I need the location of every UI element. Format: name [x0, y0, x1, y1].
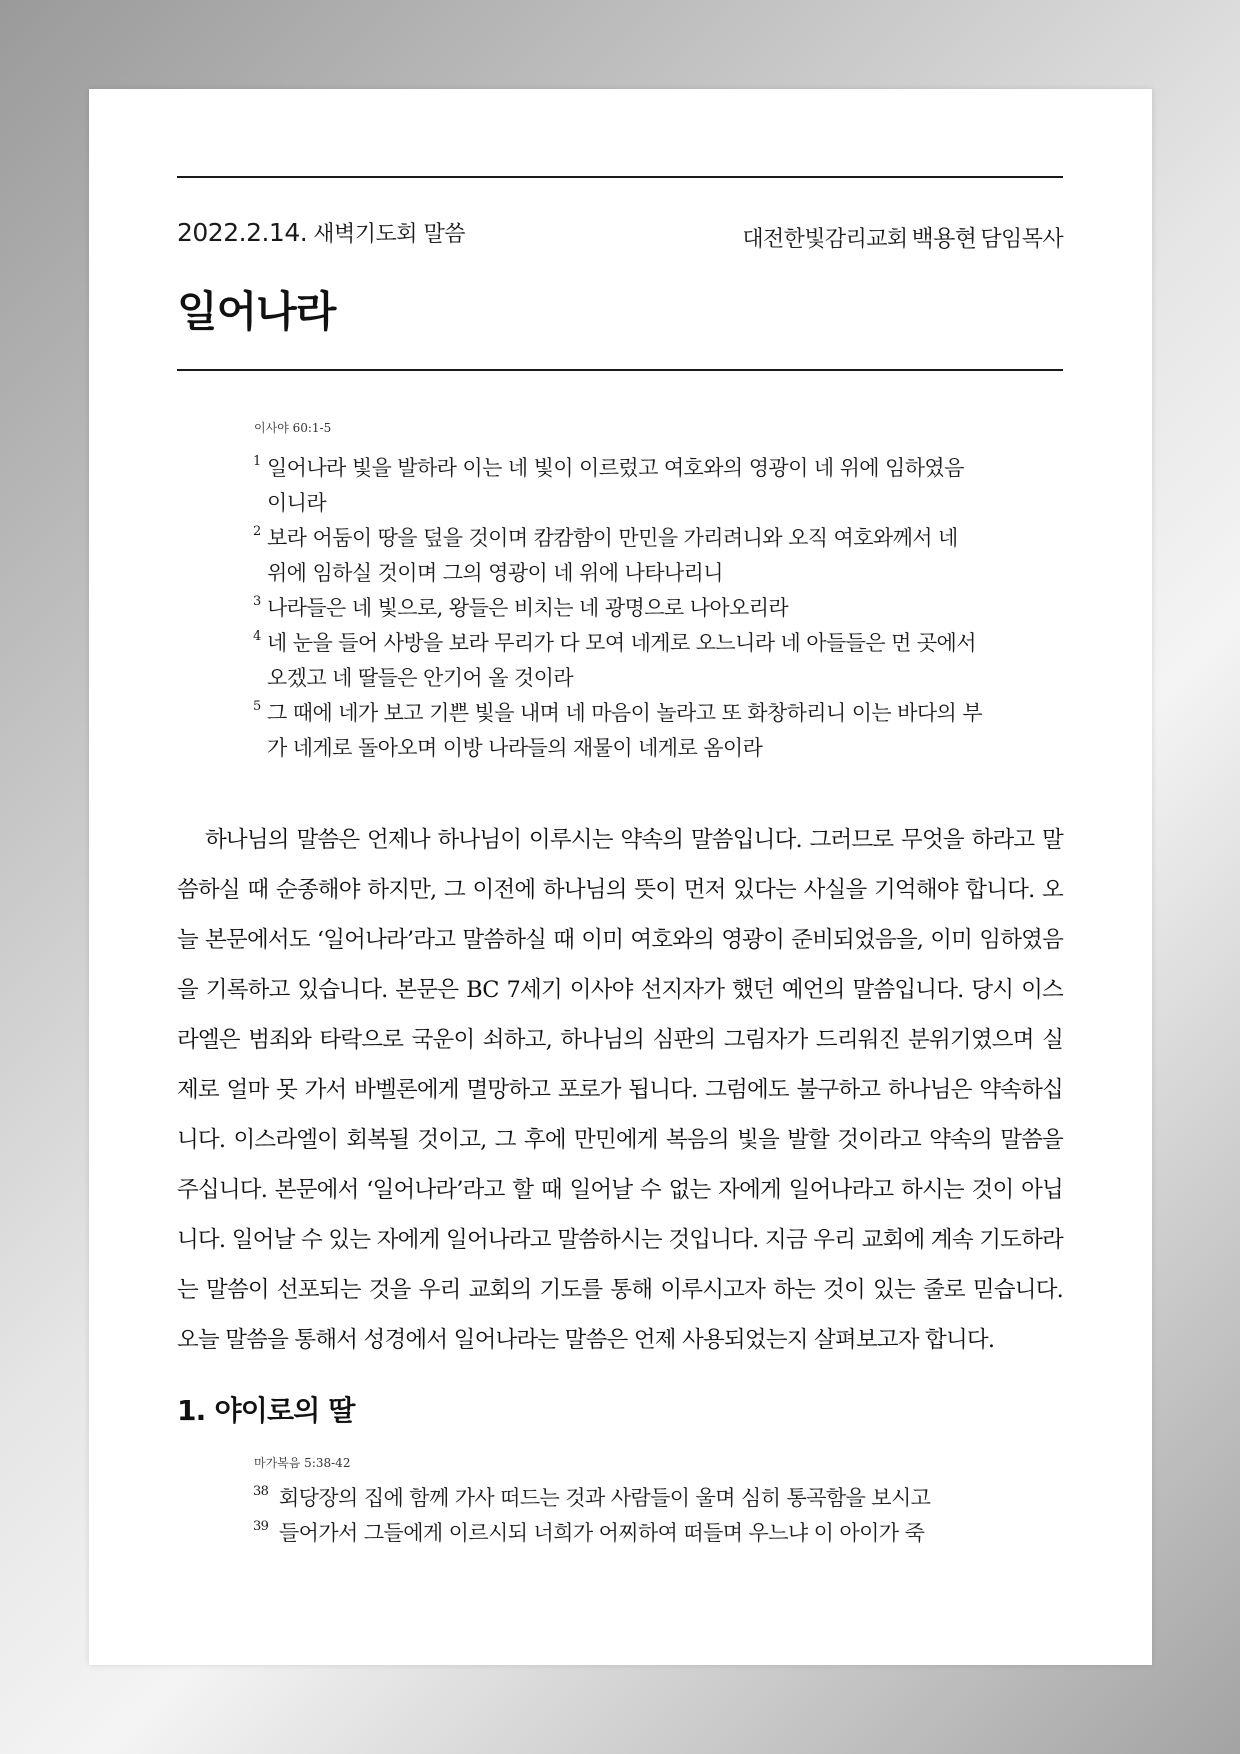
church-name: 대전한빛감리교회 — [742, 227, 908, 252]
verse-number: 39 — [253, 1519, 269, 1534]
verse-number: 4 — [253, 629, 261, 644]
verse-text: 나라들은 네 빛으로, 왕들은 비치는 네 광명으로 나아오리라 — [267, 596, 789, 620]
pastor-title: 담임목사 — [980, 227, 1063, 252]
verse — [253, 451, 983, 521]
verse-number: 2 — [253, 524, 261, 539]
verse-number: 1 — [253, 454, 261, 469]
verse-number: 3 — [253, 594, 261, 609]
verse — [253, 696, 983, 766]
verse-text: 들어가서 그들에게 이르시되 너희가 어찌하여 떠들며 우느냐 이 아이가 죽 — [279, 1521, 925, 1545]
document-page — [89, 89, 1152, 1665]
verse-text: 그 때에 네가 보고 기쁜 빛을 내며 네 마음이 놀라고 또 화창하리니 이는 바다의 부가 네게로 돌아오며 이방 나라들의 재물이 네게로 옴이라 — [267, 701, 983, 760]
verse — [253, 591, 983, 626]
verse — [253, 1516, 983, 1551]
sermon-body-paragraph: 하나님의 말씀은 언제나 하나님이 이루시는 약속의 말씀입니다. 그러므로 무엇을 하라고 말씀하실 때 순종해야 하지만, 그 이전에 하나님의 뜻이 먼저 있다는 사실을 기억해야 합니다. 오늘 본문에서도 ‘일어나라’라고 말씀하실 때 이미 여호와의 영광이 준비되었음을, 이미 임하였음을 기록하고 있습니다. 본문은 BC 7세기 이사야 선지자가 했던 예언의 말씀입니다. 당시 이스라엘은 범죄와 타락으로 국운이 쇠하고, 하나님의 심판의 그림자가 드리워진 분위기였으며 실제로 얼마 못 가서 바벨론에게 멸망하고 포로가 됩니다. 그럼에도 불구하고 하나님은 약속하십니다. 이스라엘이 회복될 것이고, 그 후에 만민에게 복음의 빛을 발할 것이라고 약속의 말씀을 주십니다. 본문에서 ‘일어나라’라고 할 때 일어날 수 없는 자에게 일어나라고 하시는 것이 아닙니다. 일어날 수 있는 자에게 일어나라고 말씀하시는 것입니다. 지금 우리 교회에 계속 기도하라는 말씀이 선포되는 것을 우리 교회의 기도를 통해 이루시고자 하는 것이 있는 줄로 믿습니다. 오늘 말씀을 통해서 성경에서 일어나라는 말씀은 언제 사용되었는지 살펴보고자 합니다. — [177, 827, 1063, 1353]
top-rule — [177, 176, 1063, 178]
verse-text: 일어나라 빛을 발하라 이는 네 빛이 이르렀고 여호와의 영광이 네 위에 임하였음이니라 — [267, 456, 964, 515]
verse — [253, 626, 983, 696]
pastor-name: 백용현 — [911, 226, 977, 252]
author-line — [742, 220, 1063, 253]
verse-text: 보라 어둠이 땅을 덮을 것이며 캄캄함이 만민을 가리려니와 오직 여호와께서 네 위에 임하실 것이며 그의 영광이 네 위에 나타나리니 — [267, 526, 958, 585]
verse-text: 네 눈을 들어 사방을 보라 무리가 다 모여 네게로 오느니라 네 아들들은 먼 곳에서 오겠고 네 딸들은 안기어 올 것이라 — [267, 631, 976, 690]
verse — [253, 521, 983, 591]
verse-text: 회당장의 집에 함께 가사 떠드는 것과 사람들이 울며 심히 통곡함을 보시고 — [279, 1486, 931, 1510]
sermon-date: 2022.2.14. — [177, 218, 308, 247]
verse — [253, 1481, 983, 1516]
scripture-reference: 이사야 60:1-5 — [254, 421, 332, 435]
verse-number: 38 — [253, 1484, 269, 1499]
service-name: 새벽기도회 말씀 — [313, 222, 465, 247]
section-heading: 1. 야이로의 딸 — [177, 1394, 355, 1427]
sermon-title: 일어나라 — [177, 287, 336, 336]
scripture-passage — [253, 451, 983, 766]
scripture-reference: 마가복음 5:38-42 — [254, 1456, 351, 1470]
verse-number: 5 — [253, 699, 261, 714]
sermon-date-line — [177, 217, 465, 248]
scripture-passage — [253, 1481, 983, 1551]
bottom-rule — [177, 369, 1063, 371]
